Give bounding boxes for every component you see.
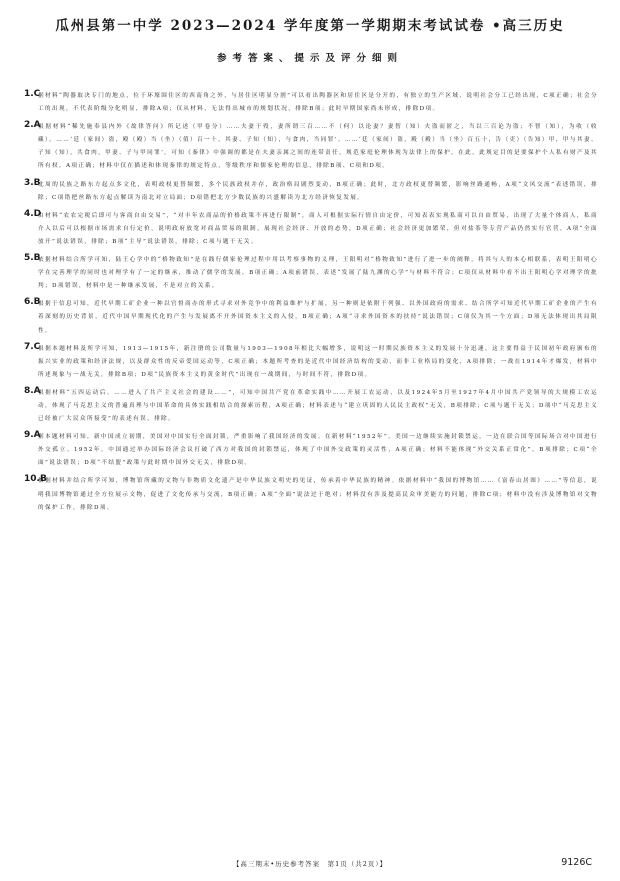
answer-number: 6.B <box>24 297 41 308</box>
answer-explanation: 由材料“农农完税后即可与客商自由交易”，“对丰年农商品的价格政策不再进行限制”，商人可根据实际行情自由定价，可知表表实现私商可以自由贸易，出现了大量个体商人，私商介入以后可以根据市场需求自行定价，说明政府放宽对商品贸易的限制，展现社会经济、开放的态势，D项正确；社会经济更加繁荣，但对盐茶等专营产品仍然实行官营，A项“全面放开”说法错误，排除；B项“主导”说法错误，排除；C项与题干无关。 <box>38 212 598 245</box>
page-footer <box>0 857 620 871</box>
answer-explanation: 据材料“陶器取决专门的地点，位于环壕围住区的西南角之外，与居住区明显分割”可以看出陶器区和居住区是分开的，有独立的生产区域，说明社会分工已经出现，C项正确；社会分工的出现，不代表阶级分化明显，排除A项；仅从材料，无法得出城市的规划状况，排除B项；此时早期国家尚未形成，排除D项。 <box>38 93 598 113</box>
answer-number: 9.A <box>24 430 41 441</box>
answer-number: 10.B <box>24 474 47 485</box>
answer-number: 1.C <box>24 89 41 99</box>
answer-number: 8.A <box>24 385 41 396</box>
page-title: 瓜州县第一中学 2023—2024 学年度第一学期期末考试试卷 •高三历史 <box>55 18 565 34</box>
answer-item <box>24 179 598 205</box>
footer-page-info: 【高三期末•历史参考答案 第1页（共2页）】 <box>232 860 388 868</box>
answer-item <box>24 121 598 173</box>
answer-explanation: 根据材料“稀先施奉县内外《故律答问》所记述（甲卷分）……夫妻于殁，妻所谓三百……不（何）以论妻？妻智（知）夫盗而匿之，当以三百论为盗；不智（知），为收（收藏）。……‘廷（家间）盗，殿（殿）当（坐）（值）百一十，其妻、子知（知），与食肉，当同罪’。……‘廷（家间）盗，殿（殿）当（坐）百五十，告（吏）（告知）甲，甲与其妻、子知（知），共食肉，甲妻、子与甲同罪’。可知《秦律》中强调的都是在夫妻亲属之间的连带责任，规范家庭伦理体现为法律上的保护。在此，此规定目的是要保护个人私有财产及其所有权，A项正确；材料中仅在描述和体现秦律的规定特点，等级秩序和儒家伦理的信息，排除B项、C项和D项。 <box>38 124 598 170</box>
answer-item <box>24 343 598 382</box>
answer-item <box>24 298 598 337</box>
page-subtitle: 参考答案、提示及评分细则 <box>216 53 403 64</box>
answer-item <box>24 475 598 514</box>
answer-number: 4.D <box>24 208 42 219</box>
answer-number: 7.C <box>24 341 41 352</box>
answer-number: 2.A <box>24 120 41 131</box>
answer-explanation: 根据材料“五四运动后，……进入了共产主义社会的建设……”，可知中国共产党在革命实践中……开展工农运动，以及1924年5月至1927年4月中国共产党领导的大规模工农运动，体现了马克思主义的普遍真理与中国革命的具体实践相结合的探索历程，A项正确；材料表述与“建立巩固的人民民主政权”无关，B项排除；C项与题干无关；D项中“马克思主义已经被广大民众所接受”的表述有误，排除。 <box>38 389 598 423</box>
answer-explanation: 依据材料结合所学可知，陆王心学中的“格物致知”是在践行儒家伦理过程中用以考察事物的义理，王阳明对“格物致知”进行了进一步的阐释，将其与人的本心相联系，表明王阳明心学在完善理学的同时也对理学有了一定的继承，推动了儒学的发展，B项正确；A项前错误，表述“发展了陆九渊的心学”与材料不符合；C项仅从材料中看不出王阳明心学对理学的批判；D项错误，材料中是一种继承发展，不是对立的关系。 <box>38 257 598 290</box>
answer-item <box>24 431 598 470</box>
answer-item <box>24 210 598 249</box>
answer-explanation: 根据于信息可知，近代早期工矿企业一种以官督商办的形式寻求对外竞争中的利益维护与扩展，另一种则是依附于列强、以外国政府的需求、结合所学可知近代早期工矿企业的产生有着深刻的历史背景，近代中国早期现代化的产生与发展离不开外国资本主义的入侵，B项正确；A项“寻求外国资本的扶持”说法错误；C项仅为其一个方面；D项无法体现出其局限性。 <box>38 301 598 334</box>
answer-item <box>24 254 598 293</box>
answer-number: 5.B <box>24 253 41 264</box>
answer-explanation: 根据材料并结合所学可知，博物馆所藏的文物与非物质文化遗产是中华民族文明史的见证，传承着中华民族的精神。依据材料中“我国的博物馆……《富春山居图》……”等信息，说明我国博物馆通过全方位展示文物，促进了文化传承与交流，B项正确；A项“全面”说法过于绝对；材料没有涉及提高民众审美能力的问题，排除C项；材料中没有涉及博物馆对文物的保护工作，排除D项。 <box>38 478 598 511</box>
answer-list <box>24 90 598 520</box>
footer-doc-code: 9126C <box>561 857 592 868</box>
answer-item <box>24 90 598 116</box>
answer-explanation: 据本题材料可知，新中国成立初期，美国对中国实行全面封锁，严重影响了我国经济的发展。在新材料“1952年”，美国一边继续实施封锁禁运，一边在联合国等国际场合对中国进行外交孤立。1952年，中国通过举办国际经济会议打破了西方对我国的封锁禁运，体现了中国外交政策的灵活性，A项正确；材料不能体现“外交关系正常化”，B项排除；C项“全面”说法错误；D项“不结盟”政策与此时期中国外交无关，排除D项。 <box>38 434 598 467</box>
answer-explanation: 北周的民族之路东方起点多文化，表明政权更替频繁，多个民族政权并存，政治格局剧烈变动，B项正确；此时，北方政权更替频繁，影响丝路通畅，A项“文风交流”表述错误，排除；C项错把丝路东方起点解读为南北对立局面；D项错把北方少数民族的兴盛解读为北方经济恢复发展。 <box>38 181 598 201</box>
answer-explanation: 根据本题材料及所学可知，1913—1915年，新注册的公司数量与1903—1908年相比大幅增多，说明这一时期民族资本主义的发展十分迅速，这主要得益于民国初年政府颁布的振兴实业的政策和经济法规，以及群众性的反帝爱国运动等，C项正确；本题所考查的是近代中国经济结构的变动，而非工业格局的变化，A项排除；一战在1914年才爆发，材料中所述现象与一战无关，排除B项；D项“民族资本主义的黄金时代”出现在一战期间，与时间不符，排除D项。 <box>38 345 598 378</box>
answer-number: 3.B <box>24 177 41 188</box>
answer-item <box>24 387 598 426</box>
